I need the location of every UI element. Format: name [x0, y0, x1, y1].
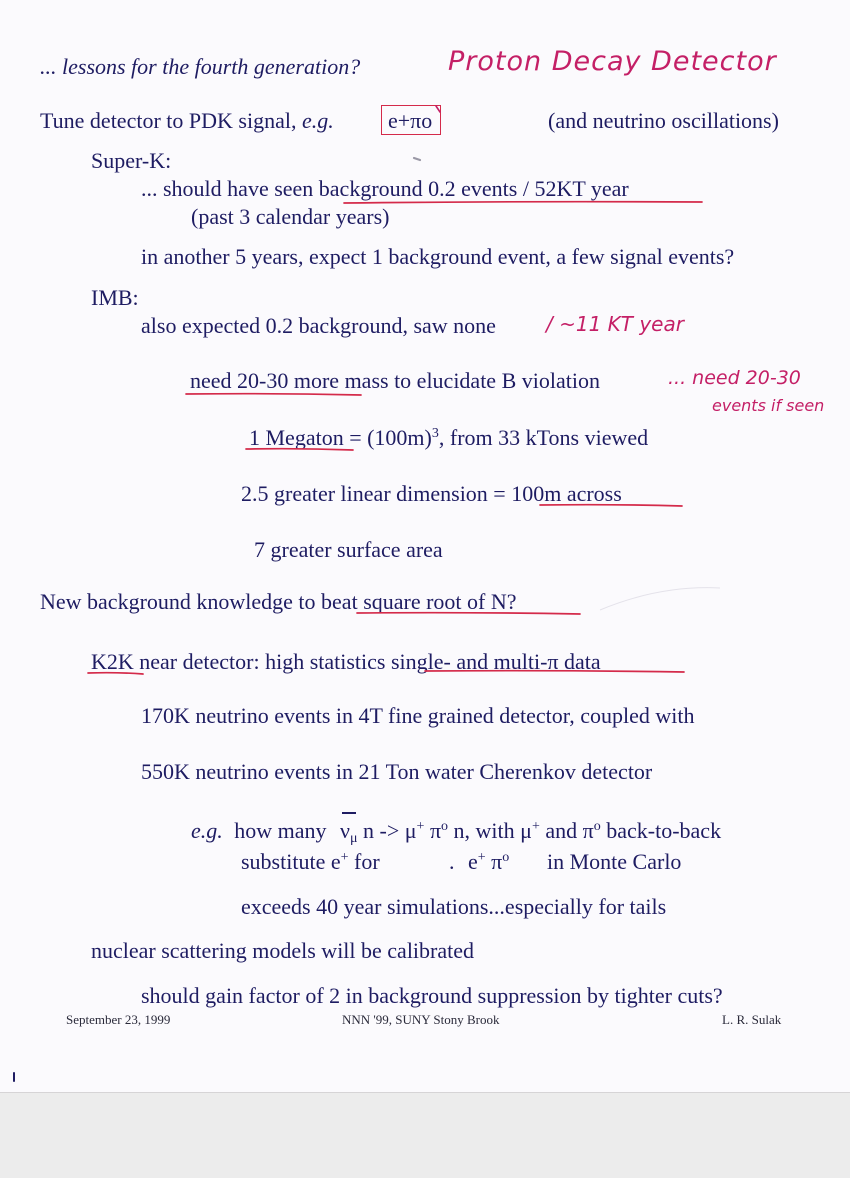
superk-line-1-prefix: ... should have seen: [141, 176, 314, 201]
mass-rest: mass to elucidate B violation: [339, 368, 600, 393]
substitute-channel: [468, 851, 509, 873]
surface-line: 7 greater surface area: [254, 537, 443, 562]
k2k-line: [91, 651, 601, 673]
pi-zero-sup: o: [441, 819, 449, 834]
reaction-pi: π: [424, 818, 442, 843]
megaton-exponent: 3: [431, 426, 439, 441]
substitute-e: e: [468, 849, 478, 874]
substitute-line: [241, 851, 380, 873]
mass-hand-note-1: ... need 20-30: [668, 367, 801, 389]
square-root-of-n: beat square root of N?: [315, 589, 517, 614]
mu-plus-sup: +: [416, 819, 425, 834]
substitute-b: for: [348, 849, 380, 874]
superk-line-2: (past 3 calendar years): [191, 204, 390, 229]
imb-line-1: also expected 0.2 background, saw none: [141, 313, 496, 338]
superk-heading: Super-K:: [91, 148, 172, 173]
footer-venue: NNN '99, SUNY Stony Brook: [342, 1012, 500, 1027]
imb-hand-note: / ~11 KT year: [546, 312, 684, 336]
eg-label: e.g.: [301, 108, 334, 133]
nu-symbol: ν: [340, 818, 350, 843]
reaction-part-d: back-to-back: [600, 818, 722, 843]
megaton-line: [249, 427, 648, 449]
gain-line: should gain factor of 2 in background suppression by tighter cuts?: [141, 983, 723, 1008]
reaction-part-b: n, with μ: [448, 818, 532, 843]
pdk-signal-text: Tune detector to PDK signal,: [40, 108, 297, 133]
signal-channel: e+πo: [388, 108, 433, 133]
mass-hand-note-2: events if seen: [712, 396, 825, 415]
k2k-events-1: 170K neutrino events in 4T fine grained detector, coupled with: [141, 703, 695, 728]
new-background-line: [40, 591, 517, 613]
mass-line: [190, 370, 600, 392]
substitute-dot: .: [449, 849, 455, 874]
linear-prefix: 2.5 greater linear dimension =: [241, 481, 506, 506]
new-background-prefix: New background knowledge to: [40, 589, 316, 614]
pi-zero-sup-2: o: [593, 819, 601, 834]
footer-date: September 23, 1999: [66, 1012, 171, 1027]
neutrino-oscillations-note: (and neutrino oscillations): [548, 108, 779, 133]
reaction-howmany: how many: [234, 818, 327, 843]
slide-title: ... lessons for the fourth generation?: [40, 54, 361, 79]
k2k-mid: near detector: high statistics: [133, 649, 386, 674]
e-plus-sup: +: [340, 850, 349, 865]
handwritten-title: Proton Decay Detector: [448, 46, 777, 77]
pdk-signal-line: [40, 110, 334, 132]
e-plus-sup-2: +: [477, 850, 486, 865]
substitute-a: substitute e: [241, 849, 341, 874]
k2k-data: single- and multi-π data: [385, 649, 601, 674]
reaction-eg: e.g.: [191, 818, 223, 843]
linear-size: 100m across: [505, 481, 622, 506]
mu-subscript: μ: [349, 831, 358, 846]
reaction-part-c: and π: [539, 818, 594, 843]
k2k-label: K2K: [91, 649, 134, 674]
monte-carlo: in Monte Carlo: [547, 849, 682, 874]
superk-line-3: in another 5 years, expect 1 background event, a few signal events?: [141, 244, 735, 269]
nuclear-line: nuclear scattering models will be calibrated: [91, 938, 475, 963]
reaction-part-a: n -> μ: [357, 818, 417, 843]
megaton-volume: = (100m): [343, 425, 432, 450]
superk-background-rate: background 0.2 events / 52KT year: [318, 176, 629, 201]
substitute-pi: π: [485, 849, 503, 874]
scan-margin: [0, 1092, 850, 1178]
reaction-line: [191, 818, 722, 846]
linear-line: [241, 483, 622, 505]
megaton-viewed: , from 33 kTons viewed: [438, 425, 649, 450]
megaton-label: 1 Megaton: [249, 425, 344, 450]
k2k-events-2: 550K neutrino events in 21 Ton water Cherenkov detector: [141, 759, 653, 784]
exceeds-line: exceeds 40 year simulations...especially for tails: [241, 894, 667, 919]
imb-heading: IMB:: [91, 285, 139, 310]
antineutrino-symbol: [340, 818, 358, 846]
pi-zero-sup-3: o: [502, 850, 510, 865]
mu-plus-sup-2: +: [531, 819, 540, 834]
superk-line-1: [141, 178, 629, 200]
mass-needed: need 20-30 more: [190, 368, 340, 393]
footer-author: L. R. Sulak: [722, 1012, 782, 1027]
